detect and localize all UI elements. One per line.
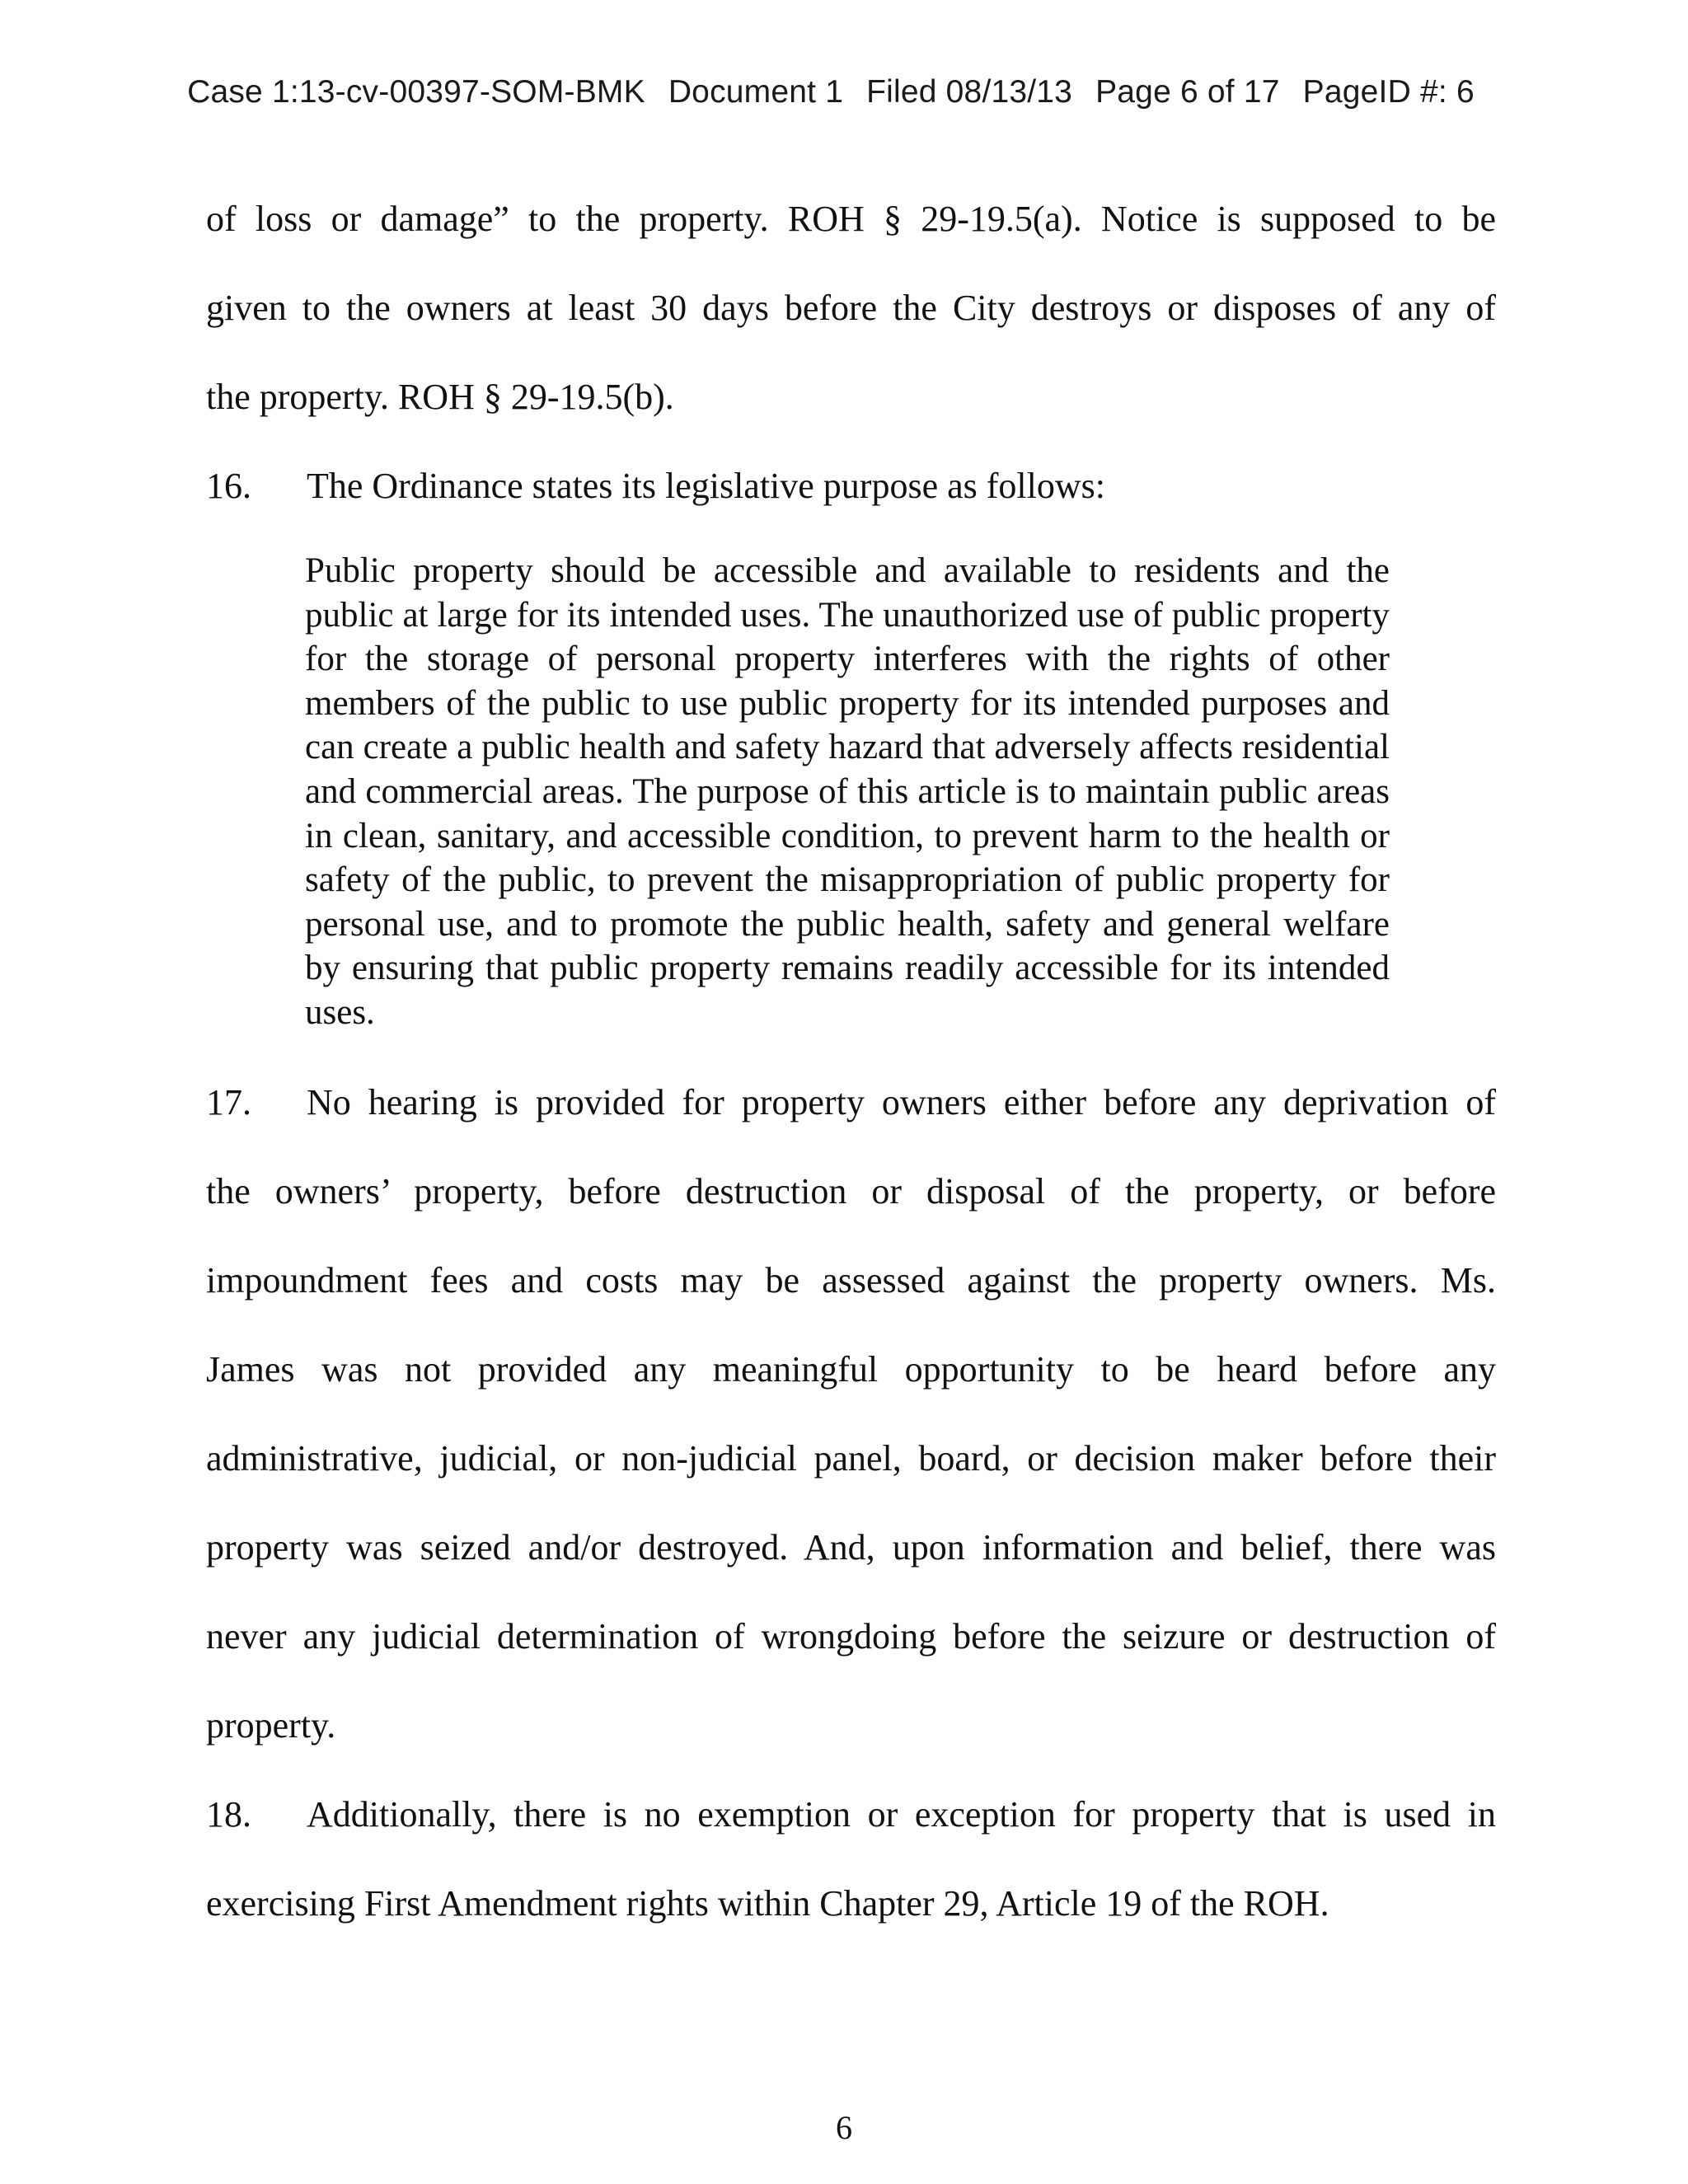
header-filed-date: Filed 08/13/13 (866, 74, 1073, 110)
paragraph-17-line-5: administrative, judicial, or non-judicial panel, board, or decision maker before their (206, 1438, 1496, 1479)
continuation-line-1: of loss or damage” to the property. ROH § 29-19.5(a). Notice is supposed to be (206, 199, 1496, 239)
page-number: 6 (836, 2109, 852, 2146)
header-pageid: PageID #: 6 (1302, 74, 1475, 110)
header-page: Page 6 of 17 (1095, 74, 1280, 110)
paragraph-17-line-4: James was not provided any meaningful opportunity to be heard before any (206, 1349, 1496, 1390)
paragraph-18-line-1 (206, 1793, 1496, 1835)
paragraph-17-number: 17. (206, 1082, 251, 1122)
paragraph-17-text-1: No hearing is provided for property owners either before any deprivation of (307, 1082, 1496, 1122)
paragraph-17-line-3: impoundment fees and costs may be assessed against the property owners. Ms. (206, 1260, 1496, 1301)
header-document: Document 1 (668, 74, 844, 110)
paragraph-16-text: The Ordinance states its legislative purpose as follows: (307, 466, 1105, 506)
paragraph-17-line-1 (206, 1081, 1496, 1123)
paragraph-17-line-7: never any judicial determination of wrongdoing before the seizure or destruction of (206, 1616, 1496, 1657)
paragraph-17-line-2: the owners’ property, before destruction or disposal of the property, or before (206, 1171, 1496, 1212)
paragraph-18-text-1: Additionally, there is no exemption or exception for property that is used in (307, 1794, 1496, 1835)
header-case-number: Case 1:13-cv-00397-SOM-BMK (187, 74, 645, 110)
paragraph-18-line-2: exercising First Amendment rights within Chapter 29, Article 19 of the ROH. (206, 1883, 1329, 1924)
paragraph-17-line-8: property. (206, 1705, 336, 1746)
continuation-line-3: the property. ROH § 29-19.5(b). (206, 377, 674, 417)
paragraph-16 (206, 465, 1105, 507)
paragraph-17-line-6: property was seized and/or destroyed. And, upon information and belief, there was (206, 1527, 1496, 1568)
paragraph-18-number: 18. (206, 1794, 251, 1835)
continuation-line-2: given to the owners at least 30 days before the City destroys or disposes of any of (206, 288, 1496, 328)
block-quote: Public property should be accessible and available to residents and the public at large for its intended uses. The unauthorized use of public property for the storage of personal property interferes with the rights of other members of the public to use public property for its intended purposes and can create a public health and safety hazard that adversely affects residential and commercial areas. The purpose of this article is to maintain public areas in clean, sanitary, and accessible condition, to prevent harm to the health or safety of the public, to prevent the misappropriation of public property for personal use, and to promote the public health, safety and general welfare by ensuring that public property remains readily accessible for its intended uses. (305, 551, 1390, 1032)
page-header (169, 38, 1475, 110)
paragraph-16-number: 16. (206, 466, 251, 506)
